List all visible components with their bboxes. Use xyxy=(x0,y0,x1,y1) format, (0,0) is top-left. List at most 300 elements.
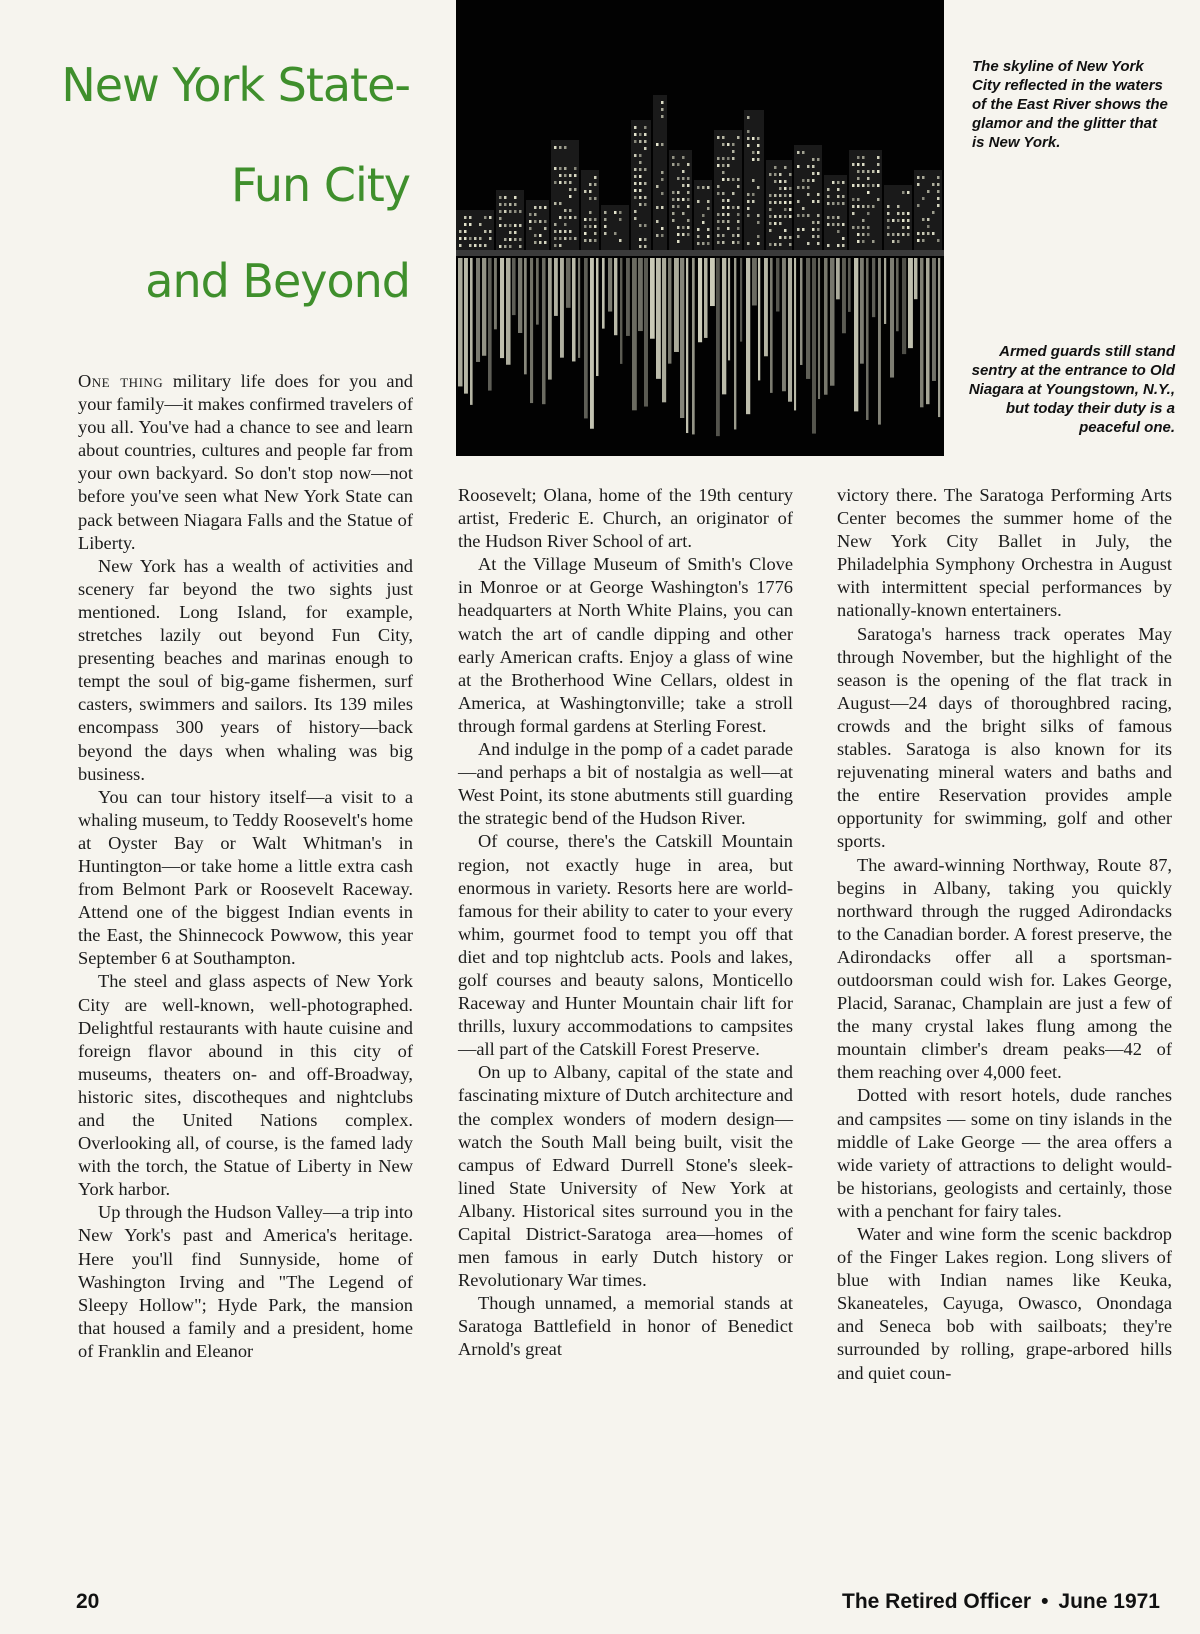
lit-window xyxy=(722,192,725,195)
lit-window xyxy=(817,200,820,203)
lit-window xyxy=(862,240,865,243)
paragraph: The award-winning Northway, Route 87, begins in Albany, taking you quickly northward through the rugged Adirondacks to the Canadian border. A forest preserve, the Adirondacks offer all a sportsman-outdoorsman could wish for. Lakes George, Placid, Saranac, Champlain are just a few of the many crystal lakes flung among the mountain climber's dream peaks—42 of them reaching over 4,000 feet. xyxy=(837,854,1172,1083)
lit-window xyxy=(656,234,659,237)
lit-window xyxy=(514,238,517,241)
lit-window xyxy=(559,216,562,219)
lit-window xyxy=(907,233,910,236)
lit-window xyxy=(682,184,685,187)
lit-window xyxy=(727,164,730,167)
water-reflection xyxy=(824,258,828,395)
water-reflection xyxy=(776,258,779,312)
lit-window xyxy=(464,230,467,233)
lit-window xyxy=(677,177,680,180)
lit-window xyxy=(812,179,815,182)
lit-window xyxy=(837,195,840,198)
lit-window xyxy=(917,239,920,242)
water-reflection xyxy=(524,258,527,374)
lit-window xyxy=(857,170,860,173)
lit-window xyxy=(589,197,592,200)
lit-window xyxy=(789,194,792,197)
lit-window xyxy=(832,202,835,205)
lit-window xyxy=(519,210,522,213)
lit-window xyxy=(807,165,810,168)
lit-window xyxy=(687,198,690,201)
lit-window xyxy=(717,136,720,139)
lit-window xyxy=(529,213,532,216)
lit-window xyxy=(661,101,664,104)
lit-window xyxy=(661,178,664,181)
lit-window xyxy=(747,242,750,245)
lit-window xyxy=(802,151,805,154)
water-reflection xyxy=(464,258,468,394)
lit-window xyxy=(589,190,592,193)
lit-window xyxy=(779,173,782,176)
lit-window xyxy=(644,147,647,150)
lit-window xyxy=(672,156,675,159)
lit-window xyxy=(554,181,557,184)
lit-window xyxy=(469,216,472,219)
lit-window xyxy=(514,196,517,199)
lit-window xyxy=(722,234,725,237)
lit-window xyxy=(917,176,920,179)
water-reflection xyxy=(566,258,571,308)
lit-window xyxy=(559,174,562,177)
lit-window xyxy=(784,187,787,190)
lit-window xyxy=(757,214,760,217)
paragraph: victory there. The Saratoga Performing Arts Center becomes the summer home of the New York City Ballet in July, the Philadelphia Symphony Orchestra in August with intermittent special performances by nationally-known entertainers. xyxy=(837,485,1172,621)
lit-window xyxy=(519,238,522,241)
lit-window xyxy=(554,146,557,149)
lit-window xyxy=(717,164,720,167)
lit-window xyxy=(682,233,685,236)
lit-window xyxy=(504,196,507,199)
lit-window xyxy=(927,190,930,193)
lit-window xyxy=(644,126,647,129)
lit-window xyxy=(634,217,637,220)
lit-window xyxy=(584,239,587,242)
lit-window xyxy=(797,151,800,154)
lit-window xyxy=(589,211,592,214)
water-reflection xyxy=(908,258,913,348)
lit-window xyxy=(807,214,810,217)
lit-window xyxy=(757,158,760,161)
water-reflection xyxy=(482,258,486,356)
lit-window xyxy=(656,206,659,209)
headline-line-2: Fun City xyxy=(230,158,410,212)
lit-window xyxy=(717,192,720,195)
lit-window xyxy=(867,212,870,215)
lit-window xyxy=(479,237,482,240)
lit-window xyxy=(784,236,787,239)
lit-window xyxy=(604,225,607,228)
water-reflection xyxy=(530,258,533,403)
lit-window xyxy=(887,219,890,222)
lit-window xyxy=(656,143,659,146)
lit-window xyxy=(682,226,685,229)
lit-window xyxy=(639,189,642,192)
water-reflection xyxy=(926,258,930,404)
lit-window xyxy=(469,223,472,226)
lit-window xyxy=(569,181,572,184)
lit-window xyxy=(769,215,772,218)
paragraph: New York has a wealth of activities and scenery far beyond the two sights just mentioned. Long Island, for example, stretches lazily out beyond Fun City, presenting beaches and marinas enough to tempt the soul of big-game fishermen, surf casters, swimmers and sailors. Its 139 miles encompass 300 years of history—back beyond the days when whaling was big business. xyxy=(78,555,413,784)
lit-window xyxy=(519,245,522,248)
lit-window xyxy=(779,194,782,197)
lit-window xyxy=(757,144,760,147)
lit-window xyxy=(722,241,725,244)
lit-window xyxy=(639,203,642,206)
lit-window xyxy=(484,216,487,219)
lit-window xyxy=(937,197,940,200)
lit-window xyxy=(717,185,720,188)
lit-window xyxy=(752,137,755,140)
lit-window xyxy=(784,208,787,211)
paragraph: Of course, there's the Catskill Mountain region, not exactly huge in area, but enormous in variety. Resorts here are world-famous for their ability to cater to your every whim, gourmet food to tempt you off that diet and top nightclub acts. Pools and lakes, golf courses and beauty salons, Monticello Raceway and Hunter Mountain chair lift for thrills, luxury accommodations to campsites—all part of the Catskill Forest Preserve. xyxy=(458,831,793,1060)
lit-window xyxy=(902,191,905,194)
lit-window xyxy=(707,186,710,189)
lit-window xyxy=(707,228,710,231)
skyline-building xyxy=(914,170,942,250)
lit-window xyxy=(554,223,557,226)
lit-window xyxy=(774,166,777,169)
lit-window xyxy=(534,213,537,216)
lit-window xyxy=(887,226,890,229)
lit-window xyxy=(832,181,835,184)
lit-window xyxy=(702,186,705,189)
lit-window xyxy=(474,237,477,240)
lit-window xyxy=(564,223,567,226)
lit-window xyxy=(837,223,840,226)
lit-window xyxy=(722,171,725,174)
lit-window xyxy=(877,170,880,173)
paragraph: Though unnamed, a memorial stands at Saratoga Battlefield in honor of Benedict Arnold's great xyxy=(458,1293,793,1360)
lit-window xyxy=(932,232,935,235)
lit-window xyxy=(862,205,865,208)
lit-window xyxy=(737,178,740,181)
lit-window xyxy=(672,205,675,208)
lit-window xyxy=(812,235,815,238)
water-reflection xyxy=(698,258,702,342)
footer-separator: • xyxy=(1041,1590,1049,1613)
lit-window xyxy=(774,194,777,197)
lit-window xyxy=(569,216,572,219)
lit-window xyxy=(589,239,592,242)
lit-window xyxy=(544,227,547,230)
lit-window xyxy=(902,233,905,236)
water-reflection xyxy=(788,258,792,402)
lit-window xyxy=(737,241,740,244)
paragraph: On up to Albany, capital of the state and fascinating mixture of Dutch architecture and the complex wonders of modern design—watch the South Mall being built, visit the campus of Edward Durrell Stone's sleek-lined State University of New York at Albany. Historical sites surround you in the Capital District-Saratoga area—homes of men famous in early Dutch history or Revolutionary War times. xyxy=(458,1062,793,1291)
lit-window xyxy=(484,230,487,233)
water-reflection xyxy=(896,258,899,331)
water-reflection xyxy=(812,258,816,434)
lit-window xyxy=(769,208,772,211)
lit-window xyxy=(564,146,567,149)
headline-line-3: and Beyond xyxy=(145,254,410,308)
water-reflection xyxy=(476,258,480,362)
lead-in-caps: One thing xyxy=(78,371,164,391)
lit-window xyxy=(619,218,622,221)
lit-window xyxy=(907,226,910,229)
lit-window xyxy=(747,200,750,203)
lit-window xyxy=(569,237,572,240)
lit-window xyxy=(807,193,810,196)
water-reflection xyxy=(470,258,473,405)
lit-window xyxy=(634,175,637,178)
water-reflection xyxy=(494,258,497,329)
lit-window xyxy=(857,184,860,187)
water-reflection xyxy=(746,258,750,414)
lit-window xyxy=(554,230,557,233)
lit-window xyxy=(644,182,647,185)
paragraph: You can tour history itself—a visit to a whaling museum, to Teddy Roosevelt's home at Oyster Bay or Walt Whitman's in Huntington—or take home a little extra cash from Belmont Park or Roosevelt Raceway. Attend one of the biggest Indian events in the East, the Shinnecock Powwow, this year September 6 at Southampton. xyxy=(78,786,413,969)
water-reflection xyxy=(512,258,516,315)
lit-window xyxy=(661,143,664,146)
publication-name: The Retired Officer xyxy=(842,1590,1032,1613)
lit-window xyxy=(837,181,840,184)
lit-window xyxy=(842,195,845,198)
lit-window xyxy=(784,166,787,169)
lit-window xyxy=(544,220,547,223)
lit-window xyxy=(872,170,875,173)
lit-window xyxy=(732,178,735,181)
lit-window xyxy=(797,200,800,203)
lit-window xyxy=(661,192,664,195)
lit-window xyxy=(897,233,900,236)
lit-window xyxy=(807,179,810,182)
article-column-3 xyxy=(837,484,1172,1385)
lit-window xyxy=(757,242,760,245)
lit-window xyxy=(534,241,537,244)
lit-window xyxy=(907,191,910,194)
lit-window xyxy=(634,140,637,143)
lit-window xyxy=(842,244,845,247)
lit-window xyxy=(862,184,865,187)
lit-window xyxy=(752,151,755,154)
lit-window xyxy=(862,163,865,166)
lit-window xyxy=(817,235,820,238)
lit-window xyxy=(682,198,685,201)
lit-window xyxy=(727,157,730,160)
lit-window xyxy=(677,163,680,166)
lit-window xyxy=(717,241,720,244)
lit-window xyxy=(727,206,730,209)
lit-window xyxy=(644,224,647,227)
lit-window xyxy=(559,167,562,170)
lit-window xyxy=(937,204,940,207)
lit-window xyxy=(722,157,725,160)
lit-window xyxy=(484,244,487,247)
lit-window xyxy=(722,143,725,146)
paragraph: Water and wine form the scenic backdrop of the Finger Lakes region. Long slivers of blue with Indian names like Keuka, Skaneateles, Cayuga, Owasco, Onondaga and Seneca bob with sailboats; they're surrounded by rolling, grape-arbored hills and quiet coun- xyxy=(837,1224,1172,1383)
lit-window xyxy=(564,181,567,184)
lit-window xyxy=(784,180,787,183)
lit-window xyxy=(752,179,755,182)
lit-window xyxy=(837,244,840,247)
water-reflection xyxy=(590,258,594,429)
lit-window xyxy=(797,235,800,238)
lit-window xyxy=(907,219,910,222)
water-reflection xyxy=(920,258,923,407)
water-reflection xyxy=(848,258,851,312)
water-reflection xyxy=(632,258,637,410)
lit-window xyxy=(867,191,870,194)
lit-window xyxy=(737,185,740,188)
lit-window xyxy=(489,216,492,219)
water-reflection xyxy=(890,258,894,378)
water-reflection xyxy=(758,258,760,380)
water-reflection xyxy=(680,258,684,418)
water-reflection xyxy=(644,258,648,407)
lit-window xyxy=(752,193,755,196)
lit-window xyxy=(644,238,647,241)
lit-window xyxy=(862,226,865,229)
lit-window xyxy=(687,226,690,229)
lit-window xyxy=(872,205,875,208)
water-reflection xyxy=(608,258,612,312)
lit-window xyxy=(769,222,772,225)
lit-window xyxy=(892,233,895,236)
lit-window xyxy=(747,137,750,140)
lit-window xyxy=(722,213,725,216)
lit-window xyxy=(857,177,860,180)
lit-window xyxy=(717,213,720,216)
lit-window xyxy=(574,216,577,219)
lit-window xyxy=(802,207,805,210)
lit-window xyxy=(514,231,517,234)
lit-window xyxy=(672,198,675,201)
lit-window xyxy=(634,133,637,136)
lit-window xyxy=(639,133,642,136)
lit-window xyxy=(842,181,845,184)
lit-window xyxy=(862,156,865,159)
water-reflection xyxy=(878,258,881,425)
lit-window xyxy=(529,220,532,223)
lit-window xyxy=(639,168,642,171)
lit-window xyxy=(887,212,890,215)
lit-window xyxy=(917,204,920,207)
lit-window xyxy=(922,218,925,221)
lit-window xyxy=(842,237,845,240)
lit-window xyxy=(857,198,860,201)
lit-window xyxy=(687,177,690,180)
lit-window xyxy=(789,201,792,204)
lit-window xyxy=(827,202,830,205)
lit-window xyxy=(644,140,647,143)
lit-window xyxy=(842,223,845,226)
issue-date: June 1971 xyxy=(1058,1590,1160,1613)
lit-window xyxy=(569,230,572,233)
lit-window xyxy=(584,225,587,228)
lit-window xyxy=(757,137,760,140)
lit-window xyxy=(797,228,800,231)
water-reflection xyxy=(596,258,598,376)
water-reflection xyxy=(662,258,666,402)
lit-window xyxy=(769,243,772,246)
lit-window xyxy=(862,170,865,173)
water-reflection xyxy=(818,258,820,399)
lit-window xyxy=(922,232,925,235)
lit-window xyxy=(656,185,659,188)
lit-window xyxy=(737,234,740,237)
lit-window xyxy=(857,205,860,208)
lit-window xyxy=(747,116,750,119)
lit-window xyxy=(927,232,930,235)
lit-window xyxy=(677,233,680,236)
skyline-building xyxy=(653,95,667,250)
lit-window xyxy=(682,212,685,215)
water-reflection xyxy=(506,258,511,365)
water-reflection xyxy=(770,258,773,393)
lit-window xyxy=(769,173,772,176)
city-skyline-night-photo xyxy=(456,0,944,456)
lit-window xyxy=(639,238,642,241)
lit-window xyxy=(789,236,792,239)
water-reflection xyxy=(584,258,588,418)
lit-window xyxy=(779,187,782,190)
lit-window xyxy=(812,221,815,224)
lit-window xyxy=(504,224,507,227)
lit-window xyxy=(827,188,830,191)
lit-window xyxy=(534,234,537,237)
lit-window xyxy=(589,218,592,221)
lit-window xyxy=(747,144,750,147)
lit-window xyxy=(702,242,705,245)
lit-window xyxy=(639,140,642,143)
lit-window xyxy=(737,213,740,216)
lit-window xyxy=(877,156,880,159)
lit-window xyxy=(499,245,502,248)
skyline-building xyxy=(714,130,742,250)
water-reflection xyxy=(782,258,786,391)
lit-window xyxy=(574,174,577,177)
lit-window xyxy=(569,195,572,198)
lit-window xyxy=(604,218,607,221)
lit-window xyxy=(697,242,700,245)
lit-window xyxy=(797,214,800,217)
lit-window xyxy=(802,179,805,182)
lit-window xyxy=(584,218,587,221)
lit-window xyxy=(574,188,577,191)
lit-window xyxy=(867,205,870,208)
lit-window xyxy=(677,226,680,229)
lit-window xyxy=(867,233,870,236)
lit-window xyxy=(687,184,690,187)
lit-window xyxy=(789,243,792,246)
lit-window xyxy=(857,156,860,159)
lit-window xyxy=(774,201,777,204)
lit-window xyxy=(817,214,820,217)
lit-window xyxy=(584,232,587,235)
lit-window xyxy=(539,234,542,237)
lit-window xyxy=(852,163,855,166)
lit-window xyxy=(717,227,720,230)
lit-window xyxy=(661,115,664,118)
lit-window xyxy=(644,133,647,136)
lit-window xyxy=(544,241,547,244)
photo-caption-guards: Armed guards still stand sentry at the entrance to Old Niagara at Youngstown, N.Y., but today their duty is a peaceful one. xyxy=(968,343,1175,436)
water-reflection xyxy=(914,258,917,299)
paragraph: Dotted with resort hotels, dude ranches and campsites — some on tiny islands in the middle of Lake George — the area offers a wide variety of attractions to delight would-be historians, geologists and certainly, those with a penchant for fairy tales. xyxy=(837,1085,1172,1221)
lit-window xyxy=(464,216,467,219)
lit-window xyxy=(752,200,755,203)
lit-window xyxy=(887,233,890,236)
publication-footer xyxy=(842,1590,1160,1614)
lit-window xyxy=(672,163,675,166)
lit-window xyxy=(917,183,920,186)
lit-window xyxy=(747,207,750,210)
water-reflection xyxy=(842,258,846,333)
